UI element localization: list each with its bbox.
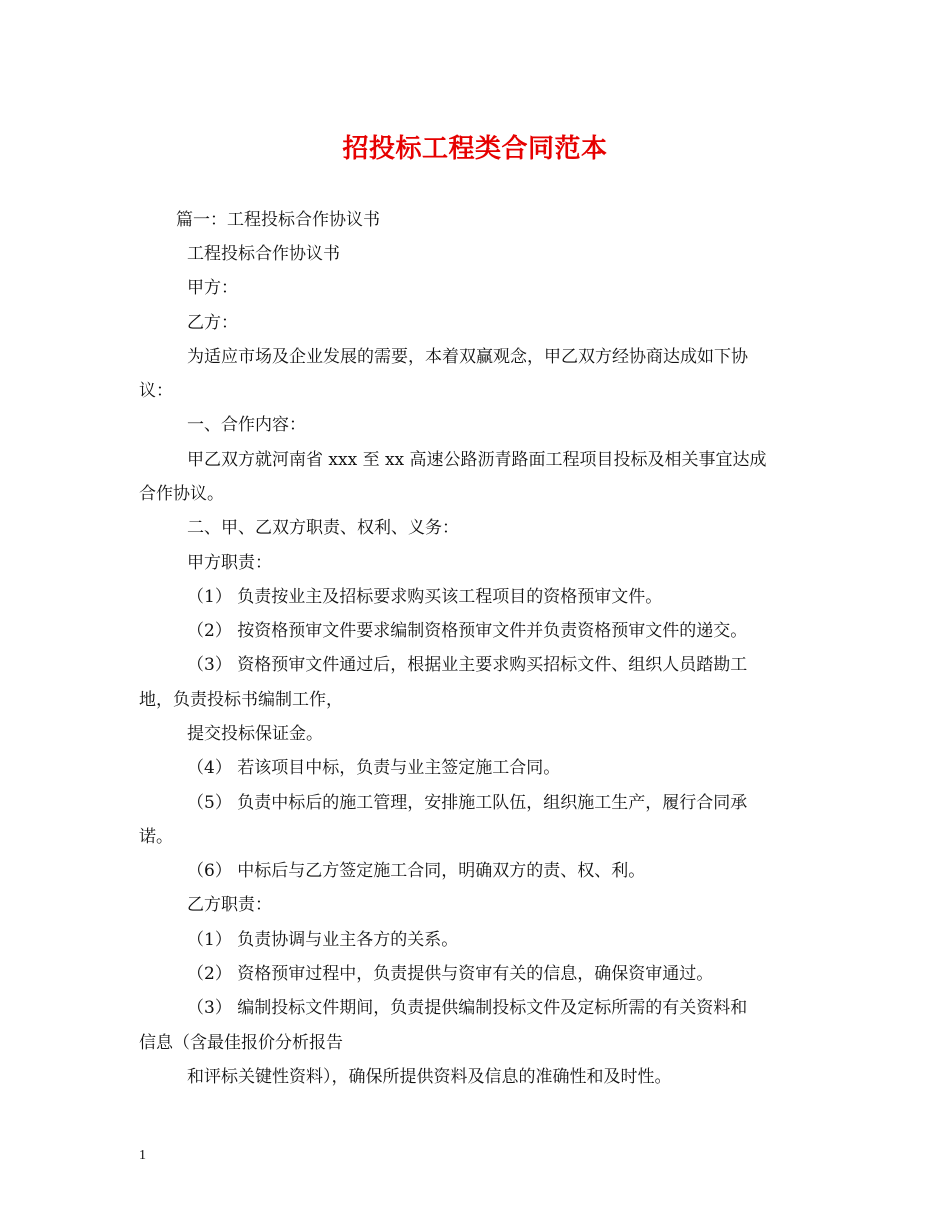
list-item: （1） 负责按业主及招标要求购买该工程项目的资格预审文件。 [187,587,663,607]
list-item: （4） 若该项目中标，负责与业主签定施工合同。 [187,758,561,778]
party-b-label: 乙方： [187,313,238,333]
party-a-duties-heading: 甲方职责： [187,553,272,573]
clause-heading: 二、甲、乙双方职责、权利、义务： [187,518,459,538]
paragraph-line: 议： [139,381,173,401]
party-b-duties-heading: 乙方职责： [187,895,272,915]
document-title: 招投标工程类合同范本 [342,134,608,164]
paragraph-line: 甲乙双方就河南省 xxx 至 xx 高速公路沥青路面工程项目投标及相关事宜达成 [187,450,767,470]
list-item: （3） 资格预审文件通过后，根据业主要求购买招标文件、组织人员踏勘工 [187,655,748,675]
list-item: （2） 资格预审过程中，负责提供与资审有关的信息，确保资审通过。 [187,964,714,984]
paragraph-line: 和评标关键性资料），确保所提供资料及信息的准确性和及时性。 [187,1067,672,1087]
paragraph-line: 合作协议。 [139,484,224,504]
section-heading: 篇一：工程投标合作协议书 [176,210,380,230]
paragraph-line: 信息（含最佳报价分析报告 [139,1033,343,1053]
list-item: （1） 负责协调与业主各方的关系。 [187,930,459,950]
clause-heading: 一、合作内容： [187,415,306,435]
list-item: （3） 编制投标文件期间，负责提供编制投标文件及定标所需的有关资料和 [187,998,748,1018]
paragraph-line: 诺。 [139,827,173,847]
paragraph-line: 工程投标合作协议书 [187,244,340,264]
paragraph-line: 提交投标保证金。 [187,724,323,744]
party-a-label: 甲方： [187,278,238,298]
list-item: （2） 按资格预审文件要求编制资格预审文件并负责资格预审文件的递交。 [187,621,748,641]
list-item: （5） 负责中标后的施工管理，安排施工队伍，组织施工生产，履行合同承 [187,793,748,813]
paragraph-line: 地，负责投标书编制工作， [139,690,343,710]
list-item: （6） 中标后与乙方签定施工合同，明确双方的责、权、利。 [187,861,646,881]
paragraph-line: 为适应市场及企业发展的需要，本着双赢观念，甲乙双方经协商达成如下协 [187,347,748,367]
page-number: 1 [139,1148,146,1163]
